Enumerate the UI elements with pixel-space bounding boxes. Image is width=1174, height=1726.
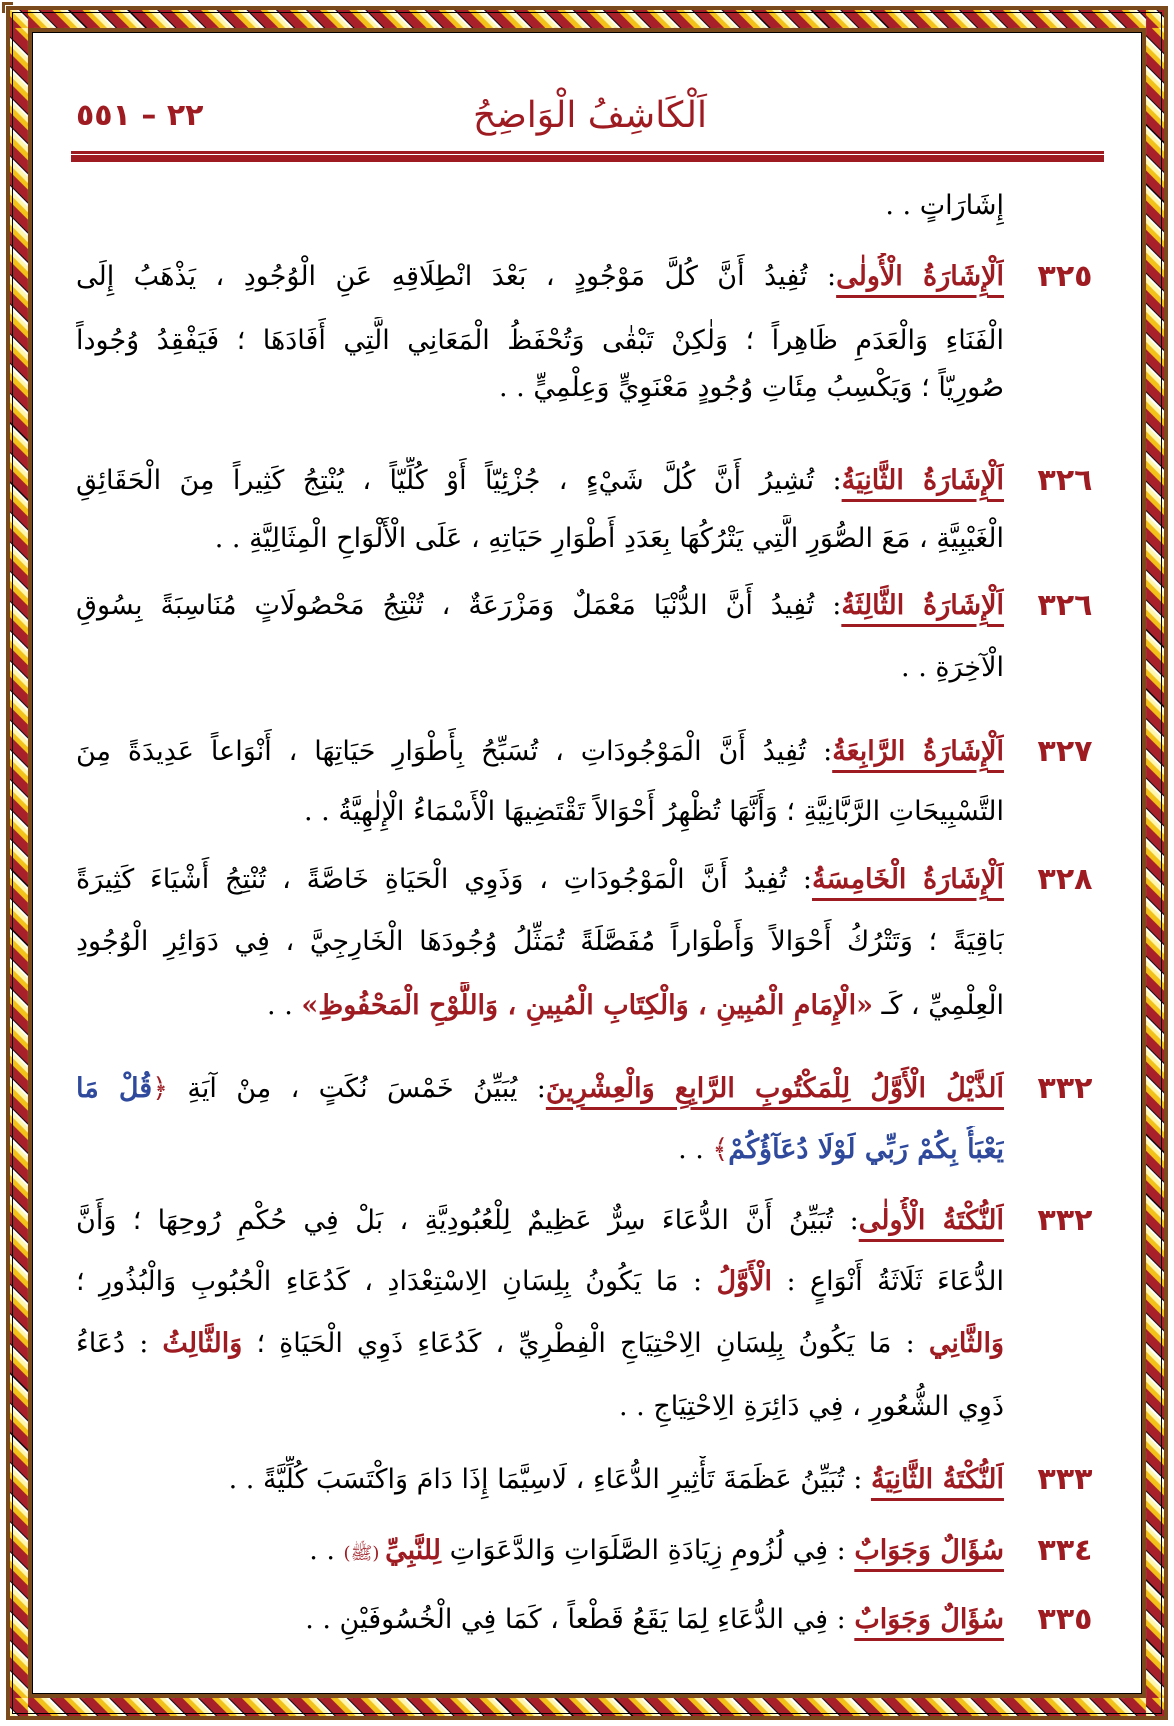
quran-ayah: قُلْ مَا	[76, 1073, 153, 1104]
corner-ornament-icon	[2, 2, 13, 13]
entry-heading: اَلنُّكْتَةُ الْأُولٰى	[858, 1205, 1004, 1236]
intro-text: إِشَارَاتٍ . .	[885, 190, 1004, 221]
entry-text: صُورِيّاً ؛ وَيَكْسِبُ مِئَاتِ وُجُودٍ مَعْنَوِيٍّ وَعِلْمِيٍّ . .	[499, 372, 1004, 403]
entry-line	[76, 1258, 1004, 1306]
quoted-terms: «الْإِمَامِ الْمُبِينِ ، وَالْكِتَابِ الْمُبِينِ ، وَاللَّوْحِ الْمَحْفُوظِ»	[301, 990, 873, 1021]
entry-line	[76, 728, 1004, 776]
entry-text: : تُبَيِّنُ عَظَمَةَ تَأْثِيرِ الدُّعَاءِ ، لَاسِيَّمَا إِذَا دَامَ وَاكْتَسَبَ كُلِّيَّةً . .	[228, 1464, 871, 1495]
page-number: ٢٢ – ٥٥١	[76, 98, 204, 133]
entry-line	[76, 1596, 1004, 1644]
entry-text: . .	[678, 1134, 713, 1165]
entry-text: : دُعَاءُ	[76, 1328, 163, 1359]
entry-line	[76, 982, 1004, 1030]
entry-number: ٣٢٦	[1037, 588, 1093, 623]
entry-text: : فِي لُزُومِ زِيَادَةِ الصَّلَوَاتِ وَالدَّعَوَاتِ	[441, 1535, 855, 1566]
entry-text: . .	[309, 1535, 344, 1566]
entry-line	[76, 918, 1004, 966]
entry-number: ٣٣٣	[1037, 1462, 1093, 1497]
entry-number: ٣٢٧	[1037, 734, 1093, 769]
entry-text: الْغَيْبِيَّةِ ، مَعَ الصُّوَرِ الَّتِي يَتْرُكُهَا بِعَدَدِ أَطْوَارِ حَيَاتِهِ ، عَلَى الْأَلْوَاحِ الْمِثَالِيَّةِ . .	[214, 523, 1004, 554]
entry-text: التَّسْبِيحَاتِ الرَّبَّانِيَّةِ ؛ وَأَنَّهَا تُظْهِرُ أَحْوَالاً تَقْتَضِيهَا الْأَسْمَاءُ الْإِلٰهِيَّةُ . .	[304, 796, 1004, 827]
entry-line	[76, 1065, 1004, 1113]
entry-number: ٣٣٢	[1037, 1071, 1093, 1106]
entry-text: : مَا يَكُونُ بِلِسَانِ الِاسْتِعْدَادِ ، كَدُعَاءِ الْحُبُوبِ وَالْبُذُورِ ؛	[76, 1266, 717, 1297]
entry-text: : فِي الدُّعَاءِ لِمَا يَقَعُ قَطْعاً ، كَمَا فِي الْخُسُوفَيْنِ . .	[305, 1604, 855, 1635]
salawat-symbol-icon: (ﷺ)	[343, 1543, 386, 1564]
entry-line	[76, 1126, 1004, 1174]
entry-line	[76, 1527, 1004, 1575]
entry-line	[76, 1383, 1004, 1431]
entry-line	[76, 457, 1004, 505]
entry-line	[76, 644, 1004, 692]
header-rule	[71, 151, 1104, 154]
intro-line	[76, 182, 1004, 230]
sub-heading: وَالثَّالِثُ	[162, 1328, 243, 1359]
entry-text: : يُبَيِّنُ خَمْسَ نُكَتٍ ، مِنْ آيَةِ	[168, 1073, 546, 1104]
entry-text: : تُبَيِّنُ أَنَّ الدُّعَاءَ سِرٌّ عَظِيمٌ لِلْعُبُودِيَّةِ ، بَلْ فِي حُكْمِ رُوحِهَا ؛ وَأَنَّ	[76, 1205, 859, 1236]
entry-heading: اَلْإِشَارَةُ الْأُولٰى	[836, 261, 1004, 292]
entry-number: ٣٢٦	[1037, 463, 1093, 498]
entry-heading: اَلذَّيْلُ الْأَوَّلُ لِلْمَكْتُوبِ الرَّابِعِ وَالْعِشْرِينَ	[545, 1073, 1004, 1104]
entry-text: الْآخِرَةِ . .	[901, 652, 1004, 683]
entry-heading: اَلْإِشَارَةُ الرَّابِعَةُ	[832, 736, 1004, 767]
quran-ayah: يَعْبَأُ بِكُمْ رَبِّي لَوْلَا دُعَآؤُكُمْ	[728, 1134, 1004, 1165]
entry-line	[76, 582, 1004, 630]
entry-heading: اَلنُّكْتَةُ الثَّانِيَةُ	[870, 1464, 1004, 1495]
entry-text: بَاقِيَةً ؛ وَتَتْرُكُ أَحْوَالاً وَأَطْوَاراً مُفَصَّلَةً تُمَثِّلُ وُجُودَهَا الْخَارِجِيَّ ، فِي دَوَائِرِ الْوُجُودِ	[76, 926, 1004, 957]
entry-heading: اَلْإِشَارَةُ الثَّانِيَةُ	[841, 465, 1004, 496]
entry-line	[76, 1456, 1004, 1504]
entry-heading: سُؤَالٌ وَجَوَابٌ	[854, 1604, 1004, 1635]
running-head-title: اَلْكَاشِفُ الْوَاضِحُ	[472, 95, 708, 136]
entry-line	[76, 856, 1004, 904]
entry-text: : تُفِيدُ أَنَّ الدُّنْيَا مَعْمَلٌ وَمَزْرَعَةٌ ، تُنْتِجُ مَحْصُولَاتٍ مُنَاسِبَةً بِسُوقِ	[76, 590, 842, 621]
entry-line	[76, 1320, 1004, 1368]
entry-line	[76, 1197, 1004, 1245]
sub-heading: وَالثَّانِي	[928, 1328, 1004, 1359]
ayah-open-bracket-icon: ﴿	[152, 1073, 169, 1104]
entry-text: الْفَنَاءِ وَالْعَدَمِ ظَاهِراً ؛ وَلٰكِنْ تَبْقٰى وَتُحْفَظُ الْمَعَانِي الَّتِي أَفَادَهَا ؛ فَيَفْقِدُ وُجُوداً	[76, 325, 1004, 356]
entry-number: ٣٢٥	[1037, 259, 1093, 294]
entry-number: ٣٣٢	[1037, 1203, 1093, 1238]
entry-line	[76, 788, 1004, 836]
entry-text: : تُشِيرُ أَنَّ كُلَّ شَيْءٍ ، جُزْئِيّاً أَوْ كُلِّيّاً ، يُنْتِجُ كَثِيراً مِنَ الْحَقَائِقِ	[76, 465, 842, 496]
entry-text: : مَا يَكُونُ بِلِسَانِ الِاحْتِيَاجِ الْفِطْرِيِّ ، كَدُعَاءِ ذَوِي الْحَيَاةِ ؛	[242, 1328, 929, 1359]
entry-heading: اَلْإِشَارَةُ الثَّالِثَةُ	[841, 590, 1004, 621]
entry-text: الْعِلْمِيِّ ، كَـ	[881, 990, 1004, 1021]
entry-text: ذَوِي الشُّعُورِ ، فِي دَائِرَةِ الِاحْتِيَاجِ . .	[618, 1391, 1004, 1422]
entry-line	[76, 253, 1004, 301]
header-rule-thick	[71, 155, 1104, 162]
entry-line	[76, 515, 1004, 563]
sub-heading: الْأَوَّلُ	[716, 1266, 773, 1297]
entry-line	[76, 364, 1004, 412]
entry-text: : تُفِيدُ أَنَّ الْمَوْجُودَاتِ ، تُسَبِّحُ بِأَطْوَارِ حَيَاتِهَا ، أَنْوَاعاً عَدِيدَةً مِنَ	[76, 736, 833, 767]
ayah-close-bracket-icon: ﴾	[712, 1134, 729, 1165]
entry-number: ٣٢٨	[1037, 862, 1093, 897]
entry-number: ٣٣٤	[1037, 1533, 1093, 1568]
entry-text: : تُفِيدُ أَنَّ كُلَّ مَوْجُودٍ ، بَعْدَ انْطِلَاقِهِ عَنِ الْوُجُودِ ، يَذْهَبُ إِلَى	[76, 261, 837, 292]
entry-number: ٣٣٥	[1037, 1602, 1093, 1637]
entry-heading: اَلْإِشَارَةُ الْخَامِسَةُ	[812, 864, 1004, 895]
entry-heading: سُؤَالٌ وَجَوَابٌ	[854, 1535, 1004, 1566]
entry-line	[76, 317, 1004, 365]
prophet-mention: لِلنَّبِيِّ	[385, 1535, 442, 1566]
entry-text: : تُفِيدُ أَنَّ الْمَوْجُودَاتِ ، وَذَوِي الْحَيَاةِ خَاصَّةً ، تُنْتِجُ أَشْيَاءَ كَثِيرَةً	[76, 864, 813, 895]
entry-text: . .	[267, 990, 302, 1021]
entry-text: الدُّعَاءَ ثَلَاثَةُ أَنْوَاعٍ :	[772, 1266, 1004, 1297]
